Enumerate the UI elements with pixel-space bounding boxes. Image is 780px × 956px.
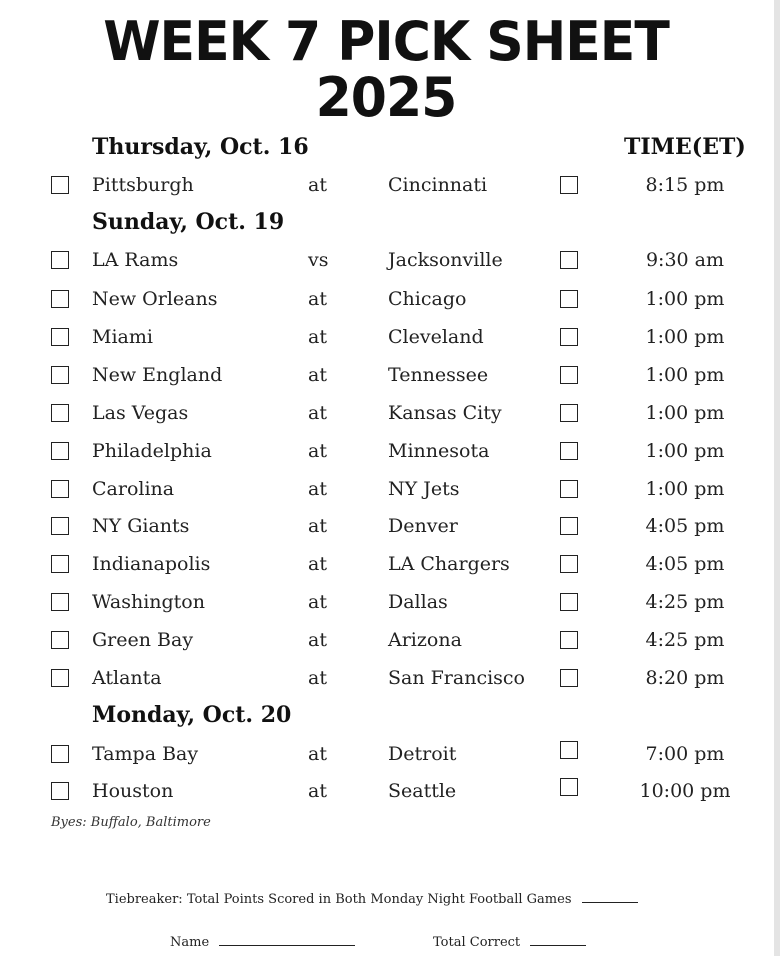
page-edge bbox=[774, 0, 780, 956]
home-pick-checkbox[interactable] bbox=[560, 669, 578, 687]
away-team: Las Vegas bbox=[92, 402, 189, 424]
game-time: 9:30 am bbox=[645, 249, 725, 271]
matchup-separator: at bbox=[308, 478, 327, 500]
matchup-separator: at bbox=[308, 629, 327, 651]
name-label: Name bbox=[170, 935, 210, 950]
home-pick-checkbox[interactable] bbox=[560, 631, 578, 649]
matchup-separator: at bbox=[308, 553, 327, 575]
game-time: 1:00 pm bbox=[645, 402, 725, 424]
game-time: 8:15 pm bbox=[645, 174, 725, 196]
home-team: San Francisco bbox=[388, 667, 525, 689]
game-row bbox=[0, 739, 772, 769]
game-time: 8:20 pm bbox=[645, 667, 725, 689]
away-pick-checkbox[interactable] bbox=[51, 669, 69, 687]
matchup-separator: at bbox=[308, 174, 327, 196]
total-correct-line bbox=[433, 933, 586, 950]
home-team: Tennessee bbox=[388, 364, 489, 386]
home-pick-checkbox[interactable] bbox=[560, 593, 578, 611]
away-team: Miami bbox=[92, 326, 153, 348]
home-team: Jacksonville bbox=[388, 249, 503, 271]
game-row bbox=[0, 776, 772, 806]
game-time: 4:05 pm bbox=[645, 553, 725, 575]
matchup-separator: at bbox=[308, 326, 327, 348]
home-pick-checkbox[interactable] bbox=[560, 480, 578, 498]
home-pick-checkbox[interactable] bbox=[560, 176, 578, 194]
matchup-separator: at bbox=[308, 402, 327, 424]
game-time: 7:00 pm bbox=[645, 743, 725, 765]
home-team: Cleveland bbox=[388, 326, 484, 348]
tiebreaker-text: Total Points Scored in Both Monday Night Football Games bbox=[186, 892, 572, 907]
home-pick-checkbox[interactable] bbox=[560, 404, 578, 422]
away-team: Indianapolis bbox=[92, 553, 211, 575]
game-time: 1:00 pm bbox=[645, 326, 725, 348]
game-row bbox=[0, 284, 772, 314]
game-row bbox=[0, 474, 772, 504]
away-pick-checkbox[interactable] bbox=[51, 782, 69, 800]
home-team: Chicago bbox=[388, 288, 467, 310]
away-pick-checkbox[interactable] bbox=[51, 290, 69, 308]
home-team: Detroit bbox=[388, 743, 457, 765]
away-team: New England bbox=[92, 364, 223, 386]
away-pick-checkbox[interactable] bbox=[51, 593, 69, 611]
game-time: 4:25 pm bbox=[645, 591, 725, 613]
home-team: Cincinnati bbox=[388, 174, 488, 196]
home-team: NY Jets bbox=[388, 478, 460, 500]
time-column-header: TIME(ET) bbox=[624, 134, 746, 160]
away-team: Washington bbox=[92, 591, 205, 613]
day-header-monday: Monday, Oct. 20 bbox=[92, 702, 292, 728]
game-time: 1:00 pm bbox=[645, 364, 725, 386]
game-row bbox=[0, 170, 772, 200]
home-pick-checkbox[interactable] bbox=[560, 366, 578, 384]
home-pick-checkbox[interactable] bbox=[560, 290, 578, 308]
home-team: Denver bbox=[388, 515, 458, 537]
matchup-separator: at bbox=[308, 440, 327, 462]
day-header-sunday: Sunday, Oct. 19 bbox=[92, 209, 285, 235]
matchup-separator: at bbox=[308, 515, 327, 537]
away-team: NY Giants bbox=[92, 515, 190, 537]
away-pick-checkbox[interactable] bbox=[51, 745, 69, 763]
away-team: LA Rams bbox=[92, 249, 179, 271]
away-pick-checkbox[interactable] bbox=[51, 555, 69, 573]
away-pick-checkbox[interactable] bbox=[51, 366, 69, 384]
game-row bbox=[0, 322, 772, 352]
game-row bbox=[0, 360, 772, 390]
game-time: 1:00 pm bbox=[645, 288, 725, 310]
home-pick-checkbox[interactable] bbox=[560, 442, 578, 460]
away-team: Atlanta bbox=[92, 667, 162, 689]
game-time: 4:05 pm bbox=[645, 515, 725, 537]
away-team: New Orleans bbox=[92, 288, 218, 310]
home-pick-checkbox[interactable] bbox=[560, 517, 578, 535]
page-title-year: 2025 bbox=[315, 66, 457, 130]
matchup-separator: at bbox=[308, 288, 327, 310]
total-correct-label: Total Correct bbox=[433, 935, 521, 950]
home-pick-checkbox[interactable] bbox=[560, 328, 578, 346]
matchup-separator: vs bbox=[308, 249, 329, 271]
away-pick-checkbox[interactable] bbox=[51, 480, 69, 498]
home-team: Minnesota bbox=[388, 440, 490, 462]
matchup-separator: at bbox=[308, 780, 327, 802]
away-team: Carolina bbox=[92, 478, 175, 500]
away-team: Philadelphia bbox=[92, 440, 212, 462]
home-pick-checkbox[interactable] bbox=[560, 251, 578, 269]
game-time: 10:00 pm bbox=[639, 780, 731, 802]
home-pick-checkbox[interactable] bbox=[560, 741, 578, 759]
matchup-separator: at bbox=[308, 364, 327, 386]
page-title: WEEK 7 PICK SHEET bbox=[103, 10, 669, 74]
name-line bbox=[170, 933, 355, 950]
game-time: 1:00 pm bbox=[645, 478, 725, 500]
away-pick-checkbox[interactable] bbox=[51, 442, 69, 460]
home-team: Seattle bbox=[388, 780, 457, 802]
away-team: Houston bbox=[92, 780, 174, 802]
away-team: Tampa Bay bbox=[92, 743, 199, 765]
away-pick-checkbox[interactable] bbox=[51, 328, 69, 346]
home-pick-checkbox[interactable] bbox=[560, 778, 578, 796]
game-row bbox=[0, 398, 772, 428]
game-time: 4:25 pm bbox=[645, 629, 725, 651]
byes-note: Byes: Buffalo, Baltimore bbox=[51, 815, 211, 830]
name-field[interactable] bbox=[219, 933, 355, 946]
home-team: Dallas bbox=[388, 591, 448, 613]
game-row bbox=[0, 245, 772, 275]
away-pick-checkbox[interactable] bbox=[51, 251, 69, 269]
tiebreaker-line bbox=[106, 890, 638, 907]
away-pick-checkbox[interactable] bbox=[51, 176, 69, 194]
tiebreaker-field[interactable] bbox=[582, 890, 638, 903]
game-row bbox=[0, 436, 772, 466]
home-team: LA Chargers bbox=[388, 553, 510, 575]
game-row bbox=[0, 511, 772, 541]
day-header-thursday: Thursday, Oct. 16 bbox=[92, 134, 309, 160]
away-pick-checkbox[interactable] bbox=[51, 631, 69, 649]
away-team: Green Bay bbox=[92, 629, 194, 651]
matchup-separator: at bbox=[308, 667, 327, 689]
home-pick-checkbox[interactable] bbox=[560, 555, 578, 573]
total-correct-field[interactable] bbox=[530, 933, 586, 946]
game-row bbox=[0, 549, 772, 579]
game-row bbox=[0, 625, 772, 655]
away-pick-checkbox[interactable] bbox=[51, 517, 69, 535]
away-pick-checkbox[interactable] bbox=[51, 404, 69, 422]
game-row bbox=[0, 663, 772, 693]
game-time: 1:00 pm bbox=[645, 440, 725, 462]
matchup-separator: at bbox=[308, 591, 327, 613]
home-team: Kansas City bbox=[388, 402, 502, 424]
matchup-separator: at bbox=[308, 743, 327, 765]
game-row bbox=[0, 587, 772, 617]
home-team: Arizona bbox=[388, 629, 462, 651]
tiebreaker-label: Tiebreaker: bbox=[106, 892, 183, 907]
away-team: Pittsburgh bbox=[92, 174, 194, 196]
